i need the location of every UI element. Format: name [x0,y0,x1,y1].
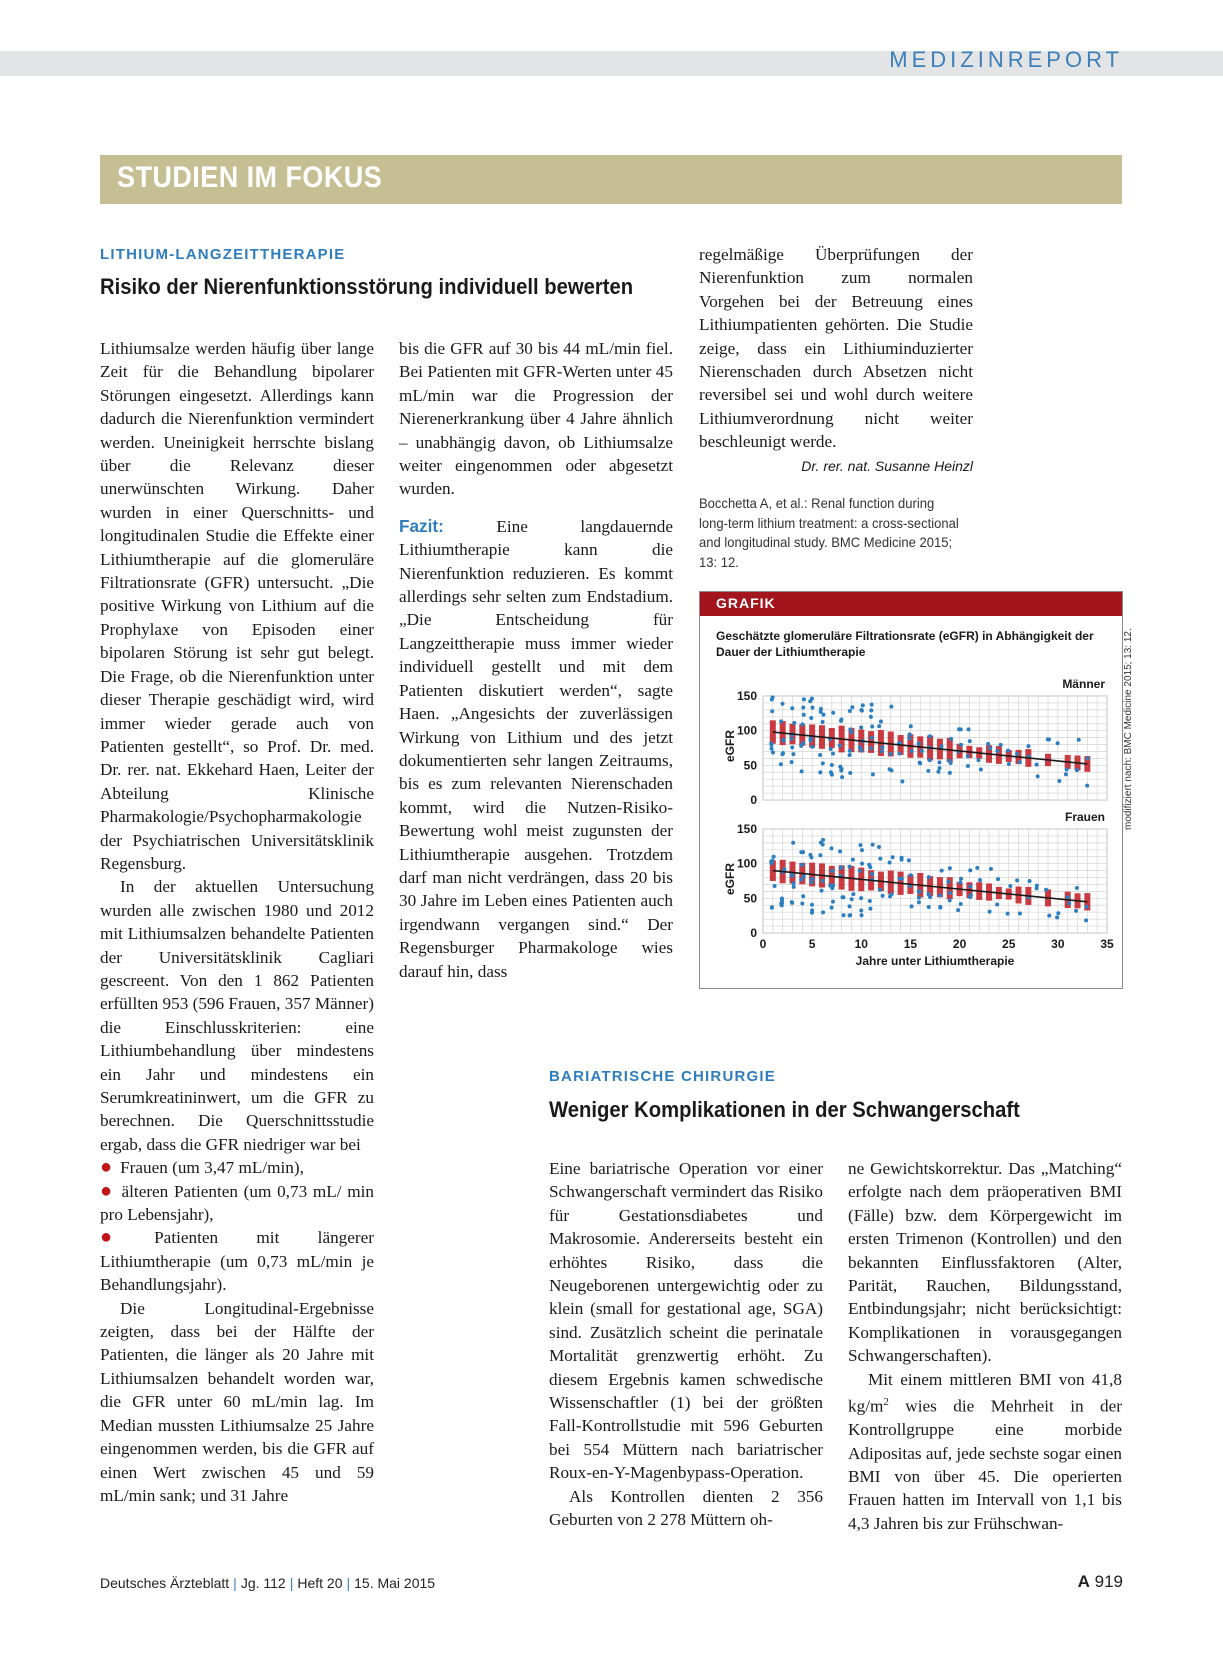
data-point [959,877,963,881]
data-point [878,888,882,892]
data-point [769,741,773,745]
data-point [909,724,913,728]
article2-paragraph: Eine bariatrische Operation vor einer Schwangerschaft vermindert das Risiko für Gestationsdiabetes und Makrosomie. Andererseits besteht ein erhöhtes Risiko, dass die Neugeborenen untergewichtig oder zu klein (small for gestational age, SGA) sind. Zusätzlich scheint die perinatale Mortalität grenzwertig erhöht. Zu diesem Ergebnis kamen schwedische Wissenschaftler (1) bei der größten Fall-Kontrollstudie mit 596 Geburten bei 554 Müttern nach bariatrischer Roux-en-Y-Magenbypass-Operation. [549,1159,823,1483]
data-point [938,766,942,770]
data-point [1056,741,1060,745]
data-point [790,737,794,741]
data-point [969,893,973,897]
data-point [829,747,833,751]
data-point [927,875,931,879]
data-point [940,869,944,873]
data-point [848,904,852,908]
data-point [848,753,852,757]
data-point [831,752,835,756]
data-point [868,865,872,869]
data-point [1036,774,1040,778]
data-point [860,913,864,917]
article1-paragraph: Lithiumsalze werden häufig über lange Zeit für die Behandlung bipolarer Störungen eingesetzt. Allerdings kann dadurch die Nierenfunktion vermindert werden. Uneinigkeit herrschte bislang über die Relevanz dieser unerwünschten Wirkung. Daher wurden in einer Querschnitts- und longitudinalen Studie die Effekte einer Lithiumtherapie auf die glomeruläre Filtrationsrate (GFR) untersucht. „Die positive Wirkung von Lithium auf die Prophylaxe von Episoden einer bipolaren Störung ist sehr gut belegt. Die Frage, ob die Nierenfunktion unter dieser Therapie geschädigt wird, wird immer wieder gerade auch von Patienten gestellt“, so Prof. Dr. med. Dr. rer. nat. Ekkehard Haen, Leiter der Abteilung Klinische Pharmakologie/Psychopharmakologie der Psychiatrischen Universitätsklinik Regensburg. [100,339,374,873]
data-point [840,775,844,779]
article1-paragraph: In der aktuellen Untersuchung wurden alle zwischen 1980 und 2012 mit Lithiumsalzen behandelte Patienten der Universitätsklinik Cagliari gescreent. Von den 1 862 Patienten erfüllten 953 (596 Frauen, 357 Männer) die Einschlusskriterien: eine Lithiumbehandlung über mindestens ein Jahr und mindestens ein Serumkreatininwert, um die GFR zu berechnen. Die Querschnittsstudie ergab, dass die GFR niedriger war bei [100,877,374,1154]
data-point [1044,888,1048,892]
x-tick-label: 30 [1051,937,1065,951]
data-point [801,741,805,745]
data-point [1035,884,1039,888]
data-point [818,753,822,757]
data-point [1046,737,1050,741]
y-tick-label: 0 [750,793,757,807]
data-point [830,869,834,873]
data-point [818,770,822,774]
data-point [800,769,804,773]
data-point [869,708,873,712]
data-point [959,727,963,731]
data-point [926,769,930,773]
article1-column-3 [699,243,973,454]
article1-paragraph: regelmäßige Überprüfungen der Nierenfunktion zum normalen Vorgehen bei der Betreuung eines Lithiumpatienten gehörten. Die Studie zeige, dass ein Lithiuminduzierter Nierenschaden durch Absetzen nicht reversibel sei und wohl durch weitere Lithiumverordnung nicht weiter beschleunigt werde. [699,245,973,452]
x-tick-label: 10 [854,937,868,951]
data-point [959,902,963,906]
data-point [1067,901,1071,905]
data-point [839,719,843,723]
data-point [860,862,864,866]
data-point [888,767,892,771]
data-point [801,850,805,854]
data-point [897,751,901,755]
data-point [790,901,794,905]
data-point [810,706,814,710]
journal-name: Deutsches Ärzteblatt [100,1575,230,1591]
data-point [939,744,943,748]
data-point [809,880,813,884]
data-point [821,910,825,914]
data-point [810,697,814,701]
y-axis-label: eGFR [723,729,737,762]
data-point [779,901,783,905]
data-point [968,868,972,872]
data-point [838,849,842,853]
article2-paragraph: Mit einem mittleren BMI von 41,8 $kg/m^2$ wies die Mehrheit in der Kontrollgruppe eine morbide Adipositas auf, jede sechste sogar einen BMI von über 45. Die operierten Frauen hatten im Intervall von 1,1 bis 4,3 Jahren bis zur Frühschwan- [848,1369,1122,1533]
data-point [801,722,805,726]
data-point [821,720,825,724]
data-point [958,880,962,884]
data-point [848,771,852,775]
data-point [946,880,950,884]
data-point [820,889,824,893]
fazit-paragraph: Fazit: Eine langdauernde Lithiumtherapie kann die Nierenfunktion reduzieren. Es kommt allerdings sehr selten zum Endstadium. „Die Entscheidung für Langzeittherapie muss immer wieder individuell gestellt und mit dem Patienten diskutiert werden“, sagte Haen. „Angesichts der zuverlässigen Wirkung von Lithium und des jetzt dokumentierten sehr langen Zeitraums, bis es zum relevanten Nierenschaden kommt, wird die Nutzen-Risiko-Bewertung wohl meist zugunsten der Lithiumtherapie ausgehen. Trotzdem darf man nicht verdrängen, dass 20 bis 30 Jahre im Leben eines Patienten auch irgendwann vergangen sind.“ Der Regensburger Pharmakologe wies darauf hin, dass [399,515,674,981]
bullet-icon: ● [100,1179,114,1202]
data-point [1077,738,1081,742]
data-point [968,884,972,888]
data-point [1085,784,1089,788]
data-point [978,878,982,882]
data-point [848,749,852,753]
data-point [780,752,784,756]
chart-title: Geschätzte glomeruläre Filtrationsrate (eGFR) in Abhängigkeit der Dauer der Lithiumtherapie [716,629,1094,659]
data-point [871,843,875,847]
volume: Jg. 112 [240,1575,286,1591]
panel-label: Frauen [1064,810,1105,824]
chart-header-label: GRAFIK [716,595,776,611]
data-point [840,767,844,771]
data-point [888,860,892,864]
data-point [821,843,825,847]
data-point [822,713,826,717]
article2-kicker: BARIATRISCHE CHIRURGIE [549,1068,776,1085]
data-point [771,750,775,754]
data-point [880,745,884,749]
page-number: A 919 [1077,1572,1123,1591]
data-point [986,742,990,746]
data-point [770,906,774,910]
chart-box [699,591,1123,989]
x-tick-label: 0 [759,937,767,951]
data-point [868,899,872,903]
data-point [1066,895,1070,899]
article1-paragraph: Die Longitudinal-Ergebnisse zeigten, dass bei der Hälfte der Patienten, die länger als 20 Jahre mit Lithiumsalzen behandelt worden war, die GFR unter 60 mL/min lag. Im Median mussten Lithiumsalze 25 Jahre eingenommen werden, bis die GFR auf einen Wert zwischen 45 und 59 mL/min sank; und 31 Jahre [100,1298,374,1505]
data-point [790,706,794,710]
data-point [928,758,932,762]
data-point [909,873,913,877]
y-tick-label: 100 [736,856,757,871]
section-title: STUDIEN IM FOKUS [117,161,383,194]
data-point [790,745,794,749]
reference: Bocchetta A, et al.: Renal function during long-term lithium treatment: a cross-sectional and longitudinal study. BMC Medicine 2015; 13: 12. [699,495,959,570]
data-point [850,705,854,709]
article2-headline: Weniger Komplikationen in der Schwangerschaft [549,1097,1020,1122]
data-point [999,743,1003,747]
data-point [781,738,785,742]
section-label: MEDIZINREPORT [889,47,1123,72]
data-point [841,895,845,899]
article1-paragraph: bis die GFR auf 30 bis 44 mL/min fiel. Bei Patienten mit GFR-Werten unter 45 mL/min war die Progression der Nierenerkrankung über 4 Jahre ähnlich – unabhängig davon, ob Lithiumsalze weiter eingenommen oder abgesetzt wurden. [399,339,673,499]
y-axis-label: eGFR [723,862,737,895]
data-point [948,771,952,775]
data-point [850,897,854,901]
data-point [1028,879,1032,883]
data-point [829,770,833,774]
data-point [1018,911,1022,915]
data-point [880,749,884,753]
data-point [908,732,912,736]
bullet-icon: ● [100,1226,147,1249]
y-tick-label: 150 [736,822,757,836]
data-point [995,749,999,753]
data-point [890,892,894,896]
data-point [889,752,893,756]
data-point [910,749,914,753]
data-point [1015,752,1019,756]
data-point [790,873,794,877]
x-axis-label: Jahre unter Lithiumtherapie [855,954,1015,968]
data-point [848,709,852,713]
y-tick-label: 100 [736,723,757,738]
data-point [851,858,855,862]
data-point [1086,756,1090,760]
data-point [937,760,941,764]
data-point [770,709,774,713]
data-point [769,861,773,865]
data-point [810,908,814,912]
article2-paragraph: Als Kontrollen dienten 2 356 Geburten von 2 278 Müttern oh- [549,1486,823,1530]
data-point [1007,762,1011,766]
data-point [791,752,795,756]
data-point [848,865,852,869]
data-point [839,865,843,869]
data-point [948,898,952,902]
data-point [1026,744,1030,748]
x-tick-label: 15 [903,937,918,951]
data-point [842,913,846,917]
data-point [831,711,835,715]
data-point [878,857,882,861]
data-point [802,697,806,701]
data-point [818,853,822,857]
data-point [1056,911,1060,915]
data-point [1074,909,1078,913]
data-point [1015,878,1019,882]
data-point [859,725,863,729]
data-point [948,891,952,895]
data-point [1035,763,1039,767]
data-point [918,761,922,765]
article2-paragraph: ne Gewichtskorrektur. Das „Matching“ erfolgte nach dem präoperativen BMI (Fälle) bzw. dem Körpergewicht im ersten Trimenon (Kontrollen) und den bekannten Einflussfaktoren (Alter, Parität, Rauchen, Bildungsstand, Entbindungsjahr; nicht berücksichtigt: Komplikationen in vorausgegangen Schwangerschaften). [848,1159,1122,1366]
date: 15. Mai 2015 [354,1575,436,1591]
data-point [1065,768,1069,772]
issue: Heft 20 [297,1575,343,1591]
data-point [851,892,855,896]
data-point [996,877,1000,881]
data-point [859,908,863,912]
panel-label: Männer [1062,677,1105,691]
data-point [1075,886,1079,890]
data-point [791,881,795,885]
data-point [869,746,873,750]
data-point [860,848,864,852]
data-point [1084,918,1088,922]
data-point [870,872,874,876]
data-point [809,716,813,720]
list-item: ● älteren Patienten (um 0,73 mL/ min pro Lebensjahr), [100,1179,374,1225]
y-tick-label: 150 [736,689,757,703]
data-point [848,913,852,917]
data-point [802,875,806,879]
article1-column-2 [399,337,673,983]
data-point [948,866,952,870]
data-point [779,719,783,723]
data-point [830,906,834,910]
data-point [956,908,960,912]
data-point [779,762,783,766]
data-point [900,856,904,860]
article2-column-1 [549,1157,823,1532]
list-item: ● Frauen (um 3,47 mL/min), [100,1156,304,1179]
x-tick-label: 25 [1002,937,1016,951]
data-point [1018,760,1022,764]
data-point [936,770,940,774]
fazit-label: Fazit: [399,515,444,536]
data-point [800,901,804,905]
data-point [977,758,981,762]
data-point [792,721,796,725]
data-point [877,845,881,849]
data-point [989,867,993,871]
data-point [870,736,874,740]
data-point [831,900,835,904]
data-point [938,906,942,910]
data-point [1055,915,1059,919]
data-point [830,763,834,767]
author-signature: Dr. rer. nat. Susanne Heinzl [801,458,973,474]
article1-kicker: LITHIUM-LANGZEITTHERAPIE [100,246,346,263]
data-point [920,749,924,753]
data-point [800,863,804,867]
data-point [898,877,902,881]
bullet-icon: ● [100,1156,113,1179]
data-point [917,900,921,904]
data-point [810,903,814,907]
data-point [801,706,805,710]
data-point [809,855,813,859]
data-point [861,703,865,707]
data-point [801,894,805,898]
data-point [859,896,863,900]
article2-column-2 [848,1157,1122,1535]
data-point [910,904,914,908]
footer-citation: Deutsches Ärzteblatt | Jg. 112 | Heft 20 | 15. Mai 2015 [100,1575,436,1591]
data-point [988,910,992,914]
y-tick-label: 50 [743,891,757,906]
data-point [959,743,963,747]
data-point [877,724,881,728]
data-point [770,747,774,751]
data-point [900,779,904,783]
data-point [790,760,794,764]
data-point [966,764,970,768]
data-point [780,896,784,900]
data-point [828,884,832,888]
data-point [917,896,921,900]
data-point [917,890,921,894]
data-point [809,736,813,740]
data-point [821,879,825,883]
data-point [860,709,864,713]
x-tick-label: 20 [952,937,967,951]
data-point [949,737,953,741]
data-point [967,727,971,731]
data-point [1008,884,1012,888]
data-point [791,841,795,845]
x-tick-label: 5 [808,937,816,951]
data-point [858,869,862,873]
data-point [870,725,874,729]
article1-headline: Risiko der Nierenfunktionsstörung individuell bewerten [100,274,634,299]
data-point [871,772,875,776]
data-point [770,698,774,702]
data-point [1075,768,1079,772]
chart-credit: modifiziert nach: BMC Medicine 2015; 13: 12. [1123,628,1134,830]
data-point [821,761,825,765]
data-point [979,768,983,772]
data-point [849,730,853,734]
x-tick-label: 35 [1100,937,1114,951]
data-point [802,713,806,717]
data-point [859,843,863,847]
data-point [1006,749,1010,753]
section-banner [100,155,1122,204]
y-tick-label: 50 [743,758,757,773]
data-point [868,907,872,911]
data-point [988,746,992,750]
article1-column-1 [100,337,374,1507]
data-point [907,736,911,740]
data-point [1057,779,1061,783]
data-point [881,894,885,898]
data-point [810,877,814,881]
data-point [889,705,893,709]
data-point [781,702,785,706]
data-point [869,715,873,719]
data-point [810,745,814,749]
data-point [968,739,972,743]
data-point [1047,914,1051,918]
data-point [928,734,932,738]
data-point [799,878,803,882]
data-point [907,858,911,862]
data-point [891,855,895,859]
data-point [917,742,921,746]
data-point [938,894,942,898]
data-point [966,754,970,758]
data-point [773,884,777,888]
data-point [858,745,862,749]
y-tick-label: 0 [750,926,757,940]
data-point [829,846,833,850]
data-point [995,902,999,906]
list-item: ● Patienten mit längerer Lithiumtherapie (um 0,73 mL/min je Behandlungsjahr). [100,1226,374,1295]
data-point [879,719,883,723]
data-point [772,855,776,859]
data-point [1064,772,1068,776]
data-point [819,710,823,714]
data-point [927,892,931,896]
data-point [1084,905,1088,909]
data-point [1006,912,1010,916]
data-point [975,866,979,870]
data-point [927,905,931,909]
chart-header [700,592,1122,616]
data-point [792,885,796,889]
data-point [870,703,874,707]
data-point [838,744,842,748]
data-point [949,761,953,765]
